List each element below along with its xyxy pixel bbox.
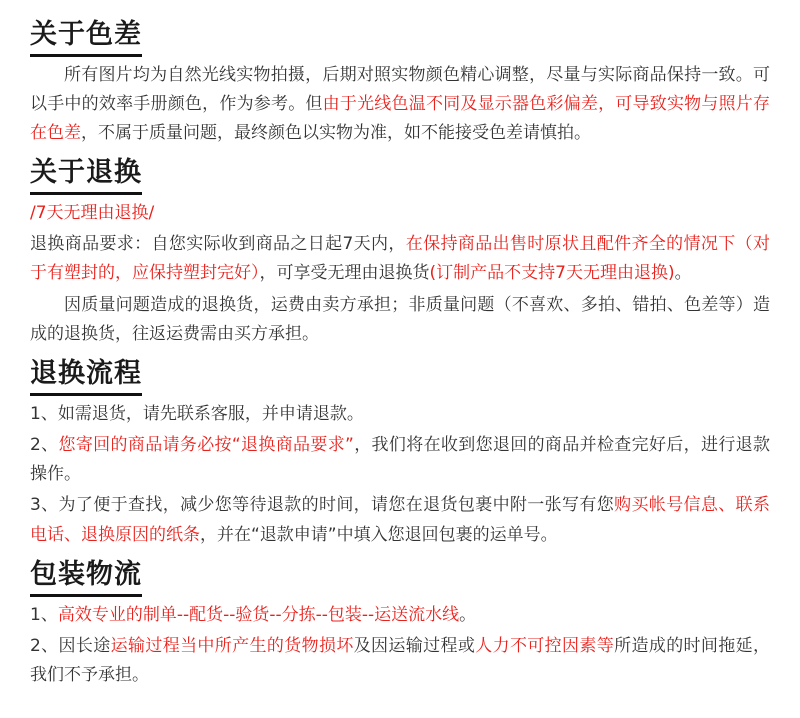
section-title bbox=[30, 558, 770, 597]
section-color-difference bbox=[30, 18, 770, 148]
section-title-text: 退换流程 bbox=[30, 357, 142, 396]
paragraph bbox=[30, 230, 770, 288]
highlighted-text: 运输过程当中所产生的货物损坏 bbox=[110, 635, 354, 656]
section-title-text: 关于退换 bbox=[30, 156, 142, 195]
body-text: ，可享受无理由退换货 bbox=[259, 263, 430, 284]
paragraph bbox=[30, 291, 770, 349]
body-text: 1、 bbox=[30, 604, 58, 625]
body-text: ，我们将在收到您退回的商品并检查完好后，进行退款操作。 bbox=[30, 435, 770, 485]
list-item bbox=[30, 632, 770, 690]
section-title-text: 包装物流 bbox=[30, 558, 142, 597]
highlighted-text: 人力不可控因素等 bbox=[475, 635, 615, 656]
body-text: 一致。可以手中的效率手册颜色，作为参考。但 bbox=[30, 64, 771, 114]
highlighted-text: 在保持商品出售时原状且配件齐全的情况下（对于有塑封的，应保持塑封完好） bbox=[30, 234, 770, 284]
highlighted-text: (订制产品不支持7天无理由退换) bbox=[429, 263, 675, 284]
list-item bbox=[30, 601, 770, 630]
no-reason-return-note: /7天无理由退换/ bbox=[30, 203, 155, 224]
highlighted-text: 您寄回的商品请务必按“退换商品要求” bbox=[58, 435, 354, 456]
body-text: 。 bbox=[459, 604, 477, 625]
section-title bbox=[30, 18, 770, 57]
section-title bbox=[30, 357, 770, 396]
body-text: 2、 bbox=[30, 435, 59, 456]
body-text: ，并在“退款申请”中填入您退回包裹的运单号。 bbox=[200, 524, 558, 545]
body-text: ，不属于质量问题，最终颜色以实物为准，如不能接受色差请慎拍。 bbox=[81, 123, 591, 144]
body-text: 2、因长途 bbox=[30, 635, 111, 656]
section-return-process bbox=[30, 357, 770, 550]
section-returns bbox=[30, 156, 770, 349]
list-item bbox=[30, 491, 770, 549]
body-text: 3、为了便于查找，减少您等待退款的时间，请您在退货包裹中附一张写有您 bbox=[30, 495, 615, 516]
section-title-text: 关于色差 bbox=[30, 18, 142, 57]
body-text: 。 bbox=[674, 263, 692, 284]
highlighted-text: 高效专业的制单--配货--验货--分拣--包装--运送流水线 bbox=[57, 604, 460, 625]
body-text: 所造成的时间拖延，我们不予承担。 bbox=[30, 635, 770, 686]
highlighted-text: 由于光线色温不同及显示器色彩偏差，可导致实物与照片存在色差 bbox=[30, 93, 771, 144]
body-text: 所有图片均为自然光线实物拍摄，后期对照实物颜色精心调整，尽量与实际商品保持 bbox=[64, 64, 702, 85]
highlighted-text: 购买帐号信息、联系电话、退换原因的纸条 bbox=[30, 495, 770, 545]
body-text: 因质量问题造成的退换货，运费由卖方承担；非质量问题（不喜欢、多拍、错拍、色差等）造成的退换货，往返运费需由买方承担。 bbox=[30, 294, 770, 344]
body-text: 及因运输过程或 bbox=[353, 635, 476, 656]
section-packaging-logistics bbox=[30, 558, 770, 690]
paragraph bbox=[30, 61, 770, 149]
list-item bbox=[30, 431, 770, 489]
section-title bbox=[30, 156, 770, 195]
list-item bbox=[30, 400, 770, 429]
body-text: 退换商品要求：自您实际收到商品之日起7天内， bbox=[30, 234, 406, 255]
body-text: 1、如需退货，请先联系客服，并申请退款。 bbox=[30, 403, 364, 424]
